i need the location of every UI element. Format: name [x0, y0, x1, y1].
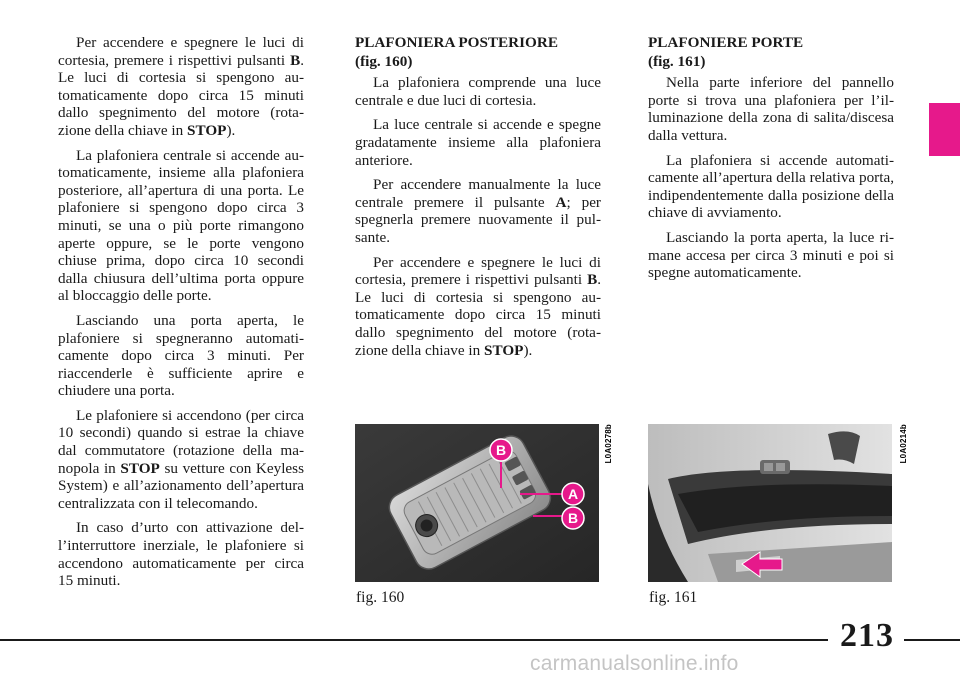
figure-caption: fig. 161 — [649, 589, 698, 606]
svg-text:B: B — [495, 442, 507, 458]
text-column-1 — [58, 34, 304, 597]
figure-reference: (fig. 160) — [355, 52, 413, 70]
footer-rule — [0, 639, 828, 641]
svg-text:B: B — [567, 510, 579, 526]
figure-rear-ceiling-light-photo — [355, 424, 599, 582]
paragraph: Lasciando una porta aperta, le plafoniere si spegneranno automaticamente dopo circa 3 minuti. Per riaccenderle è sufficiente aprire e chiudere una porta. — [58, 311, 304, 400]
paragraph: Per accendere e spegnere le luci di cortesia, premere i rispettivi pulsanti B. Le luci di cortesia si spengono automaticamente dopo circa 15 minuti dallo spegnimento del motore (rotazione della chiave in STOP). — [58, 34, 304, 139]
paragraph: Lasciando la porta aperta, la luce rimane accesa per circa 3 minuti e poi si spegne automaticamente. — [648, 228, 894, 282]
watermark: carmanualsonline.info — [530, 652, 739, 675]
figure-caption: fig. 160 — [356, 589, 405, 606]
label-badge-b-top — [490, 439, 512, 461]
figure-reference: (fig. 161) — [648, 52, 706, 70]
paragraph: Per accendere e spegnere le luci di cortesia, premere i rispettivi pulsanti B. Le luci di cortesia si spengono automaticamente dopo circa 15 minuti dallo spegnimento del motore (rotazione della chiave in STOP). — [355, 253, 601, 359]
text-column-2 — [355, 34, 601, 366]
paragraph: La plafoniera si accende automaticamente all’apertura della relativa porta, indipendentemente dalla posizione della chiave di avviamento. — [648, 151, 894, 222]
paragraph: Per accendere manualmente la luce centrale premere il pulsante A; per spegnerla premere nuovamente il pulsante. — [355, 176, 601, 246]
section-tab-marker — [929, 103, 960, 156]
footer-rule — [904, 639, 960, 641]
section-heading: PLAFONIERA POSTERIORE — [355, 34, 558, 51]
paragraph: La plafoniera comprende una luce centrale e due luci di cortesia. — [355, 74, 601, 109]
svg-text:A: A — [567, 486, 579, 502]
text-column-3 — [648, 34, 894, 289]
section-heading: PLAFONIERE PORTE — [648, 34, 804, 51]
figure-code: L0A0214b — [899, 424, 908, 464]
paragraph: Nella parte inferiore del pannello porte si trova una plafoniera per l’illuminazione della zona di salita/discesa dalla vettura. — [648, 74, 894, 144]
figure-door-light-photo — [648, 424, 892, 582]
paragraph: La luce centrale si accende e spegne gradatamente insieme alla plafoniera anteriore. — [355, 116, 601, 169]
paragraph: La plafoniera centrale si accende automaticamente, insieme alla plafoniera posteriore, all’apertura di una porta. Le plafoniere si spengono dopo circa 3 minuti, se una o più porte rimangono aperte oppure, se le porte vengono chiuse prima, dopo circa 10 secondi dalla chiusura dell’ultima porta oppure al bloccaggio delle porte. — [58, 146, 304, 305]
paragraph: Le plafoniere si accendono (per circa 10 secondi) quando si estrae la chiave dal commutatore (rotazione della manopola in STOP su vetture con Keyless System) e all’azionamento dell’apertura centralizzata con il telecomando. — [58, 406, 304, 512]
page-number: 213 — [840, 617, 894, 654]
paragraph: In caso d’urto con attivazione dell’interruttore inerziale, le plafoniere si accendono automaticamente per circa 15 minuti. — [58, 519, 304, 590]
label-badge-a — [562, 483, 584, 505]
figure-code: L0A0278b — [604, 424, 613, 464]
label-badge-b-bottom — [562, 507, 584, 529]
